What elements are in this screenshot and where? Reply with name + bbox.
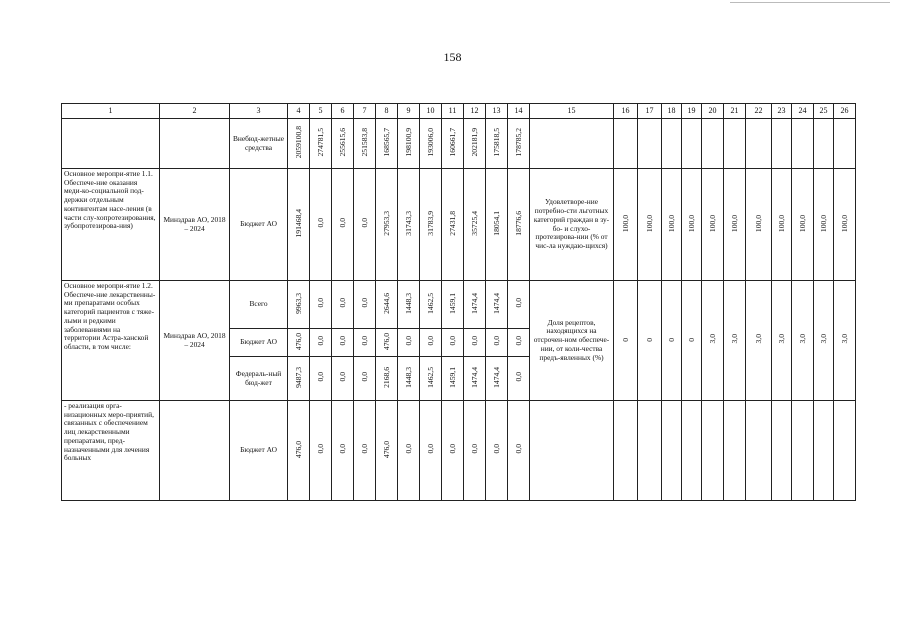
- empty-cell: [662, 401, 682, 501]
- column-number-21: 21: [724, 104, 746, 119]
- target-cell: 100,0: [814, 169, 834, 281]
- value-cell: 1462,5: [420, 357, 442, 401]
- column-number-5: 5: [310, 104, 332, 119]
- measure-description: Основное меропри-ятие 1.2. Обеспече-ние лекарственны-ми препаратами особых категорий пациентов с тяже-лыми и редкими заболеваниями на территории Астра-ханской области, в том числе:: [62, 281, 160, 401]
- empty-cell: [530, 401, 614, 501]
- column-number-20: 20: [702, 104, 724, 119]
- value-cell: 1462,5: [420, 281, 442, 329]
- funding-source-cell: Бюджет АО: [230, 329, 288, 357]
- target-cell: 3,0: [772, 281, 792, 401]
- value-cell: 476,0: [288, 401, 310, 501]
- value-cell: 0,0: [332, 329, 354, 357]
- value-cell: 0,0: [398, 401, 420, 501]
- value-cell: 31743,3: [398, 169, 420, 281]
- value-cell: 0,0: [332, 169, 354, 281]
- column-number-24: 24: [792, 104, 814, 119]
- empty-cell: [160, 401, 230, 501]
- table-row-measure-1-2-total: [62, 281, 856, 329]
- column-number-14: 14: [508, 104, 530, 119]
- value-cell: 0,0: [508, 401, 530, 501]
- value-cell: 0,0: [310, 281, 332, 329]
- value-cell: 0,0: [354, 357, 376, 401]
- measure-description: Основное меропри-ятие 1.1. Обеспече-ние оказания меди-ко-социальной под-держки отдельным контингентам насе-ления (в части слу-хопротезирования, зубопротезирова-ния): [62, 169, 160, 281]
- value-cell: 0,0: [310, 401, 332, 501]
- target-cell: 100,0: [662, 169, 682, 281]
- value-cell: 160661,7: [442, 119, 464, 169]
- value-cell: 0,0: [310, 169, 332, 281]
- value-cell: 0,0: [486, 329, 508, 357]
- empty-cell: [746, 119, 772, 169]
- budget-table: [61, 103, 856, 501]
- value-cell: 202181,9: [464, 119, 486, 169]
- value-cell: 1448,3: [398, 281, 420, 329]
- column-number-row: [62, 104, 856, 119]
- funding-source-cell: Всего: [230, 281, 288, 329]
- target-cell: 100,0: [746, 169, 772, 281]
- empty-cell: [160, 119, 230, 169]
- target-cell: 0: [662, 281, 682, 401]
- target-cell: 0: [638, 281, 662, 401]
- value-cell: 2059100,8: [288, 119, 310, 169]
- empty-cell: [530, 119, 614, 169]
- target-cell: 3,0: [724, 281, 746, 401]
- target-cell: 3,0: [746, 281, 772, 401]
- column-number-13: 13: [486, 104, 508, 119]
- target-cell: 3,0: [834, 281, 856, 401]
- target-cell: 3,0: [702, 281, 724, 401]
- value-cell: 1474,4: [464, 281, 486, 329]
- empty-cell: [682, 401, 702, 501]
- funding-source-cell: Внебюд-жетные средства: [230, 119, 288, 169]
- table-row-implementation: [62, 401, 856, 501]
- value-cell: 178785,2: [508, 119, 530, 169]
- value-cell: 0,0: [354, 401, 376, 501]
- column-number-6: 6: [332, 104, 354, 119]
- column-number-8: 8: [376, 104, 398, 119]
- empty-cell: [814, 119, 834, 169]
- value-cell: 476,0: [288, 329, 310, 357]
- column-number-19: 19: [682, 104, 702, 119]
- column-number-10: 10: [420, 104, 442, 119]
- target-cell: 100,0: [638, 169, 662, 281]
- funding-source-cell: Федераль-ный бюд-жет: [230, 357, 288, 401]
- target-cell: 0: [614, 281, 638, 401]
- value-cell: 0,0: [332, 357, 354, 401]
- value-cell: 251583,8: [354, 119, 376, 169]
- executor-cell: Минздрав АО, 2018 – 2024: [160, 281, 230, 401]
- column-number-9: 9: [398, 104, 420, 119]
- target-cell: 100,0: [834, 169, 856, 281]
- empty-cell: [682, 119, 702, 169]
- empty-cell: [792, 119, 814, 169]
- value-cell: 476,0: [376, 401, 398, 501]
- column-number-25: 25: [814, 104, 834, 119]
- value-cell: 476,0: [376, 329, 398, 357]
- value-cell: 1474,4: [486, 357, 508, 401]
- funding-source-cell: Бюджет АО: [230, 401, 288, 501]
- funding-source-cell: Бюджет АО: [230, 169, 288, 281]
- empty-cell: [772, 401, 792, 501]
- column-number-26: 26: [834, 104, 856, 119]
- column-number-2: 2: [160, 104, 230, 119]
- value-cell: 168565,7: [376, 119, 398, 169]
- value-cell: 1474,4: [486, 281, 508, 329]
- empty-cell: [702, 401, 724, 501]
- value-cell: 27431,8: [442, 169, 464, 281]
- value-cell: 0,0: [354, 329, 376, 357]
- measure-description: - реализация орга-низационных меро-приятий, связанных с обеспечением лиц лекарственными препаратами, пред-назначенными для лечения больных: [62, 401, 160, 501]
- value-cell: 1459,1: [442, 281, 464, 329]
- column-number-22: 22: [746, 104, 772, 119]
- value-cell: 255615,6: [332, 119, 354, 169]
- scan-artifact-line: [730, 2, 890, 3]
- value-cell: 0,0: [508, 329, 530, 357]
- value-cell: 0,0: [420, 329, 442, 357]
- target-cell: 100,0: [792, 169, 814, 281]
- value-cell: 193006,0: [420, 119, 442, 169]
- empty-cell: [834, 401, 856, 501]
- column-number-4: 4: [288, 104, 310, 119]
- value-cell: 9963,3: [288, 281, 310, 329]
- value-cell: 0,0: [442, 329, 464, 357]
- empty-cell: [638, 119, 662, 169]
- value-cell: 2644,6: [376, 281, 398, 329]
- target-cell: 100,0: [702, 169, 724, 281]
- column-number-1: 1: [62, 104, 160, 119]
- column-number-7: 7: [354, 104, 376, 119]
- value-cell: 0,0: [310, 357, 332, 401]
- empty-cell: [62, 119, 160, 169]
- target-cell: 0: [682, 281, 702, 401]
- target-cell: 100,0: [724, 169, 746, 281]
- value-cell: 0,0: [508, 357, 530, 401]
- value-cell: 0,0: [420, 401, 442, 501]
- indicator-cell: Доля рецептов, находящихся на отсрочен-ном обеспече-нии, от коли-чества предъ-явленных (%): [530, 281, 614, 401]
- indicator-cell: Удовлетворе-ние потребно-сти льготных категорий граждан в зу-бо- и слухо-протезирова-нии (% от чис-ла нуждаю-щихся): [530, 169, 614, 281]
- target-cell: 3,0: [814, 281, 834, 401]
- column-number-3: 3: [230, 104, 288, 119]
- column-number-16: 16: [614, 104, 638, 119]
- page-number: 158: [443, 50, 462, 64]
- value-cell: 0,0: [508, 281, 530, 329]
- empty-cell: [614, 119, 638, 169]
- value-cell: 274781,5: [310, 119, 332, 169]
- target-cell: 100,0: [614, 169, 638, 281]
- empty-cell: [792, 401, 814, 501]
- empty-cell: [814, 401, 834, 501]
- column-number-18: 18: [662, 104, 682, 119]
- value-cell: 0,0: [310, 329, 332, 357]
- value-cell: 18054,1: [486, 169, 508, 281]
- value-cell: 0,0: [442, 401, 464, 501]
- value-cell: 1448,3: [398, 357, 420, 401]
- target-cell: 100,0: [682, 169, 702, 281]
- empty-cell: [702, 119, 724, 169]
- empty-cell: [746, 401, 772, 501]
- value-cell: 0,0: [332, 281, 354, 329]
- value-cell: 35725,4: [464, 169, 486, 281]
- column-number-11: 11: [442, 104, 464, 119]
- executor-cell: Минздрав АО, 2018 – 2024: [160, 169, 230, 281]
- value-cell: 2168,6: [376, 357, 398, 401]
- column-number-23: 23: [772, 104, 792, 119]
- empty-cell: [834, 119, 856, 169]
- target-cell: 100,0: [772, 169, 792, 281]
- empty-cell: [724, 119, 746, 169]
- value-cell: 191468,4: [288, 169, 310, 281]
- value-cell: 27953,3: [376, 169, 398, 281]
- empty-cell: [724, 401, 746, 501]
- value-cell: 0,0: [464, 401, 486, 501]
- column-number-17: 17: [638, 104, 662, 119]
- column-number-12: 12: [464, 104, 486, 119]
- value-cell: 0,0: [464, 329, 486, 357]
- value-cell: 1474,4: [464, 357, 486, 401]
- target-cell: 3,0: [792, 281, 814, 401]
- table-row-measure-1-1: [62, 169, 856, 281]
- empty-cell: [772, 119, 792, 169]
- value-cell: 175818,5: [486, 119, 508, 169]
- empty-cell: [614, 401, 638, 501]
- table-row-extra-budget: [62, 119, 856, 169]
- empty-cell: [638, 401, 662, 501]
- value-cell: 0,0: [398, 329, 420, 357]
- value-cell: 18776,6: [508, 169, 530, 281]
- value-cell: 1459,1: [442, 357, 464, 401]
- value-cell: 0,0: [486, 401, 508, 501]
- value-cell: 0,0: [332, 401, 354, 501]
- value-cell: 9487,3: [288, 357, 310, 401]
- value-cell: 31783,9: [420, 169, 442, 281]
- value-cell: 0,0: [354, 169, 376, 281]
- empty-cell: [662, 119, 682, 169]
- value-cell: 198100,9: [398, 119, 420, 169]
- value-cell: 0,0: [354, 281, 376, 329]
- column-number-15: 15: [530, 104, 614, 119]
